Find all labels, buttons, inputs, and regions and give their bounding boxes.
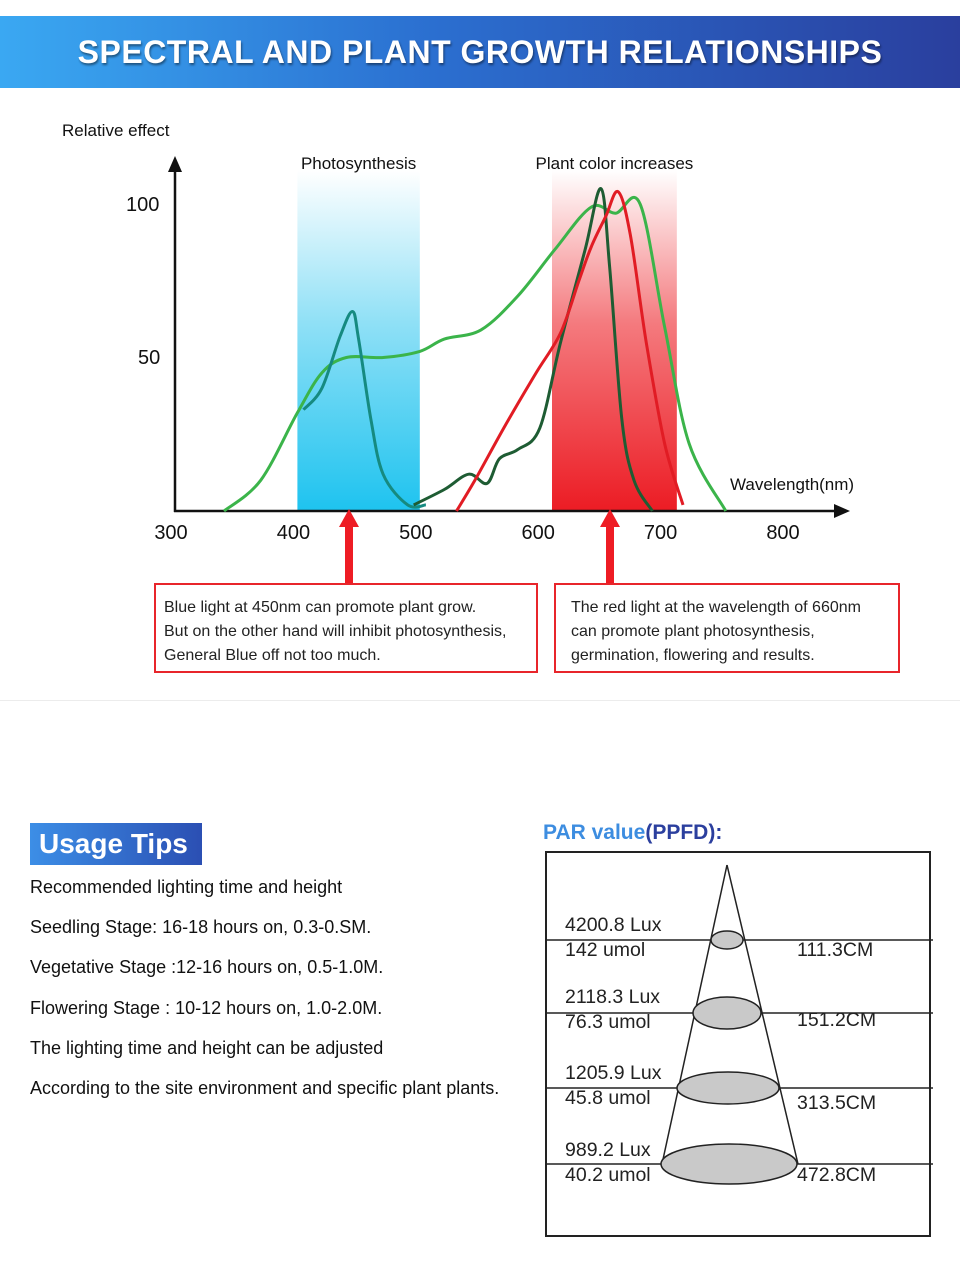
x-tick-label: 600 bbox=[521, 522, 555, 544]
x-tick-label: 500 bbox=[399, 522, 433, 544]
x-tick-label: 400 bbox=[276, 522, 311, 544]
light-spot-1 bbox=[711, 931, 743, 949]
band-label: Plant color increases bbox=[535, 154, 694, 173]
x-tick-label: 700 bbox=[643, 522, 678, 544]
par-umol: 142 umol bbox=[565, 939, 646, 961]
note-line: germination, flowering and results. bbox=[571, 647, 815, 664]
par-height: 151.2CM bbox=[797, 1009, 877, 1031]
blue-450nm-arrow bbox=[339, 509, 359, 584]
par-umol: 76.3 umol bbox=[565, 1011, 651, 1033]
par-title-unit: (PPFD): bbox=[645, 821, 723, 844]
light-spot-4 bbox=[661, 1144, 797, 1184]
red-light-note bbox=[554, 583, 900, 673]
par-lux: 2118.3 Lux bbox=[565, 986, 661, 1008]
tip-line: According to the site environment and specific plant plants. bbox=[30, 1078, 500, 1098]
note-line: Blue light at 450nm can promote plant grow. bbox=[164, 599, 477, 616]
note-line: But on the other hand will inhibit photosynthesis, bbox=[164, 623, 507, 640]
par-umol: 45.8 umol bbox=[565, 1087, 651, 1109]
light-spot-3 bbox=[677, 1072, 779, 1104]
par-lux: 1205.9 Lux bbox=[565, 1062, 662, 1084]
note-line: General Blue off not too much. bbox=[164, 647, 381, 664]
tip-line: The lighting time and height can be adjusted bbox=[30, 1038, 384, 1058]
y-axis-label: Relative effect bbox=[62, 121, 170, 140]
x-tick-label: 800 bbox=[766, 522, 800, 544]
tip-line: Flowering Stage : 10-12 hours on, 1.0-2.0M. bbox=[30, 998, 383, 1018]
band-label: Photosynthesis bbox=[300, 154, 417, 173]
page-title: SPECTRAL AND PLANT GROWTH RELATIONSHIPS bbox=[77, 34, 883, 70]
note-line: can promote plant photosynthesis, bbox=[571, 623, 815, 640]
x-axis-label: Wavelength(nm) bbox=[730, 475, 855, 494]
par-title-main: PAR value bbox=[543, 821, 646, 844]
y-tick-label: 100 bbox=[126, 194, 160, 216]
usage-tips-title: Usage Tips bbox=[30, 823, 202, 865]
blue-light-note bbox=[154, 583, 538, 673]
par-height: 111.3CM bbox=[797, 939, 874, 961]
tip-line: Seedling Stage: 16-18 hours on, 0.3-0.SM. bbox=[30, 917, 372, 937]
tip-line: Vegetative Stage :12-16 hours on, 0.5-1.0M. bbox=[30, 957, 384, 977]
par-height: 472.8CM bbox=[797, 1164, 877, 1186]
par-lux: 989.2 Lux bbox=[565, 1139, 651, 1161]
x-axis-arrow bbox=[834, 504, 850, 518]
par-height: 313.5CM bbox=[797, 1092, 877, 1114]
y-axis-arrow bbox=[168, 156, 182, 172]
x-tick-label: 300 bbox=[154, 522, 188, 544]
par-umol: 40.2 umol bbox=[565, 1164, 651, 1186]
note-line: The red light at the wavelength of 660nm bbox=[571, 599, 861, 616]
tip-line: Recommended lighting time and height bbox=[30, 877, 343, 897]
par-title bbox=[543, 821, 722, 845]
red-660nm-arrow bbox=[600, 509, 620, 584]
y-tick-label: 50 bbox=[138, 347, 161, 369]
light-spot-2 bbox=[693, 997, 761, 1029]
header-banner bbox=[0, 16, 960, 88]
par-diagram bbox=[545, 851, 931, 1237]
par-lux: 4200.8 Lux bbox=[565, 914, 662, 936]
